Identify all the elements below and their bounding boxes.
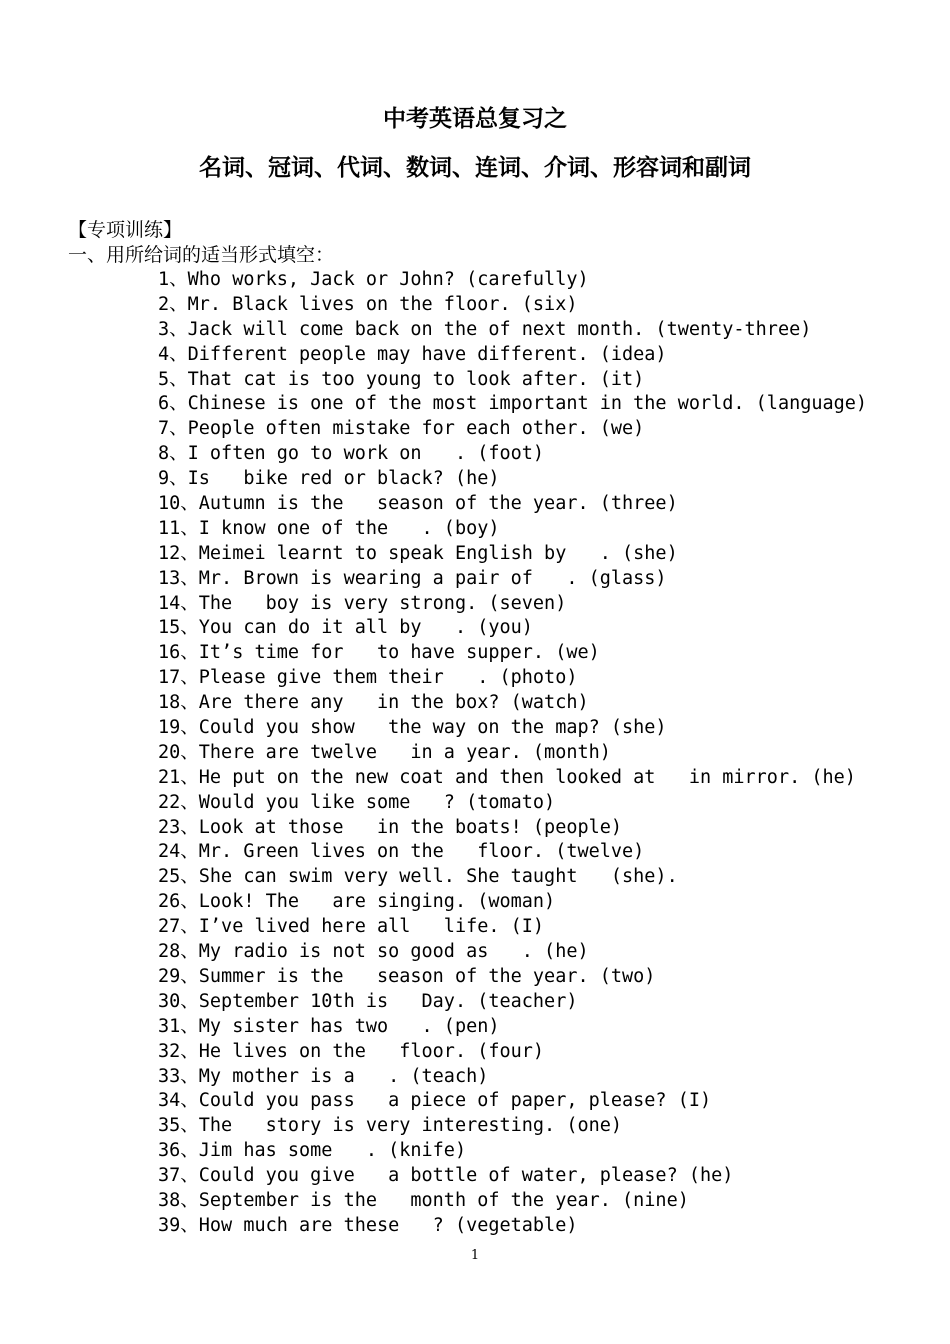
document-title: 中考英语总复习之 bbox=[383, 105, 567, 132]
list-item: 2、Mr. Black lives on the floor. (six) bbox=[158, 293, 578, 315]
list-item: 37、Could you give a bottle of water, please? (he) bbox=[158, 1165, 734, 1187]
list-item: 20、There are twelve in a year. (month) bbox=[158, 741, 611, 763]
list-item: 26、Look! The are singing. (woman) bbox=[158, 891, 556, 913]
list-item: 13、Mr. Brown is wearing a pair of . (glass) bbox=[158, 567, 667, 589]
list-item: 4、Different people may have different. (idea) bbox=[158, 343, 667, 365]
list-item: 14、The boy is very strong. (seven) bbox=[158, 592, 567, 614]
section-heading: 【专项训练】 bbox=[68, 219, 183, 241]
list-item: 38、September is the month of the year. (nine) bbox=[158, 1189, 689, 1211]
list-item: 8、I often go to work on . (foot) bbox=[158, 443, 545, 465]
list-item: 16、It’s time for to have supper. (we) bbox=[158, 642, 600, 664]
list-item: 22、Would you like some ? (tomato) bbox=[158, 791, 556, 813]
list-item: 27、I’ve lived here all life. (I) bbox=[158, 916, 545, 938]
list-item: 21、He put on the new coat and then looked at in mirror. (he) bbox=[158, 766, 856, 788]
exercise-heading: 一、用所给词的适当形式填空： bbox=[68, 244, 335, 266]
list-item: 29、Summer is the season of the year. (two) bbox=[158, 965, 656, 987]
list-item: 9、Is bike red or black? (he) bbox=[158, 468, 500, 490]
list-item: 25、She can swim very well. She taught (she). bbox=[158, 866, 678, 888]
list-item: 5、That cat is too young to look after. (it) bbox=[158, 368, 645, 390]
list-item: 31、My sister has two . (pen) bbox=[158, 1015, 500, 1037]
list-item: 11、I know one of the . (boy) bbox=[158, 517, 500, 539]
list-item: 30、September 10th is Day. (teacher) bbox=[158, 990, 578, 1012]
list-item: 10、Autumn is the season of the year. (three) bbox=[158, 493, 678, 515]
exercise-list bbox=[158, 268, 867, 1239]
list-item: 39、How much are these ? (vegetable) bbox=[158, 1214, 578, 1236]
list-item: 15、You can do it all by . (you) bbox=[158, 617, 533, 639]
list-item: 32、He lives on the floor. (four) bbox=[158, 1040, 545, 1062]
list-item: 6、Chinese is one of the most important in the world. (language) bbox=[158, 393, 868, 415]
list-item: 7、People often mistake for each other. (we) bbox=[158, 418, 645, 440]
list-item: 3、Jack will come back on the of next month. (twenty-three) bbox=[158, 318, 812, 340]
list-item: 24、Mr. Green lives on the floor. (twelve) bbox=[158, 841, 645, 863]
list-item: 23、Look at those in the boats! (people) bbox=[158, 816, 623, 838]
list-item: 28、My radio is not so good as . (he) bbox=[158, 941, 589, 963]
list-item: 36、Jim has some . (knife) bbox=[158, 1140, 467, 1162]
list-item: 17、Please give them their . (photo) bbox=[158, 667, 578, 689]
list-item: 33、My mother is a . (teach) bbox=[158, 1065, 489, 1087]
page-number: 1 bbox=[470, 1248, 480, 1263]
list-item: 1、Who works, Jack or John? (carefully) bbox=[158, 269, 589, 290]
list-item: 34、Could you pass a piece of paper, please? (I) bbox=[158, 1090, 712, 1112]
document-subtitle: 名词、冠词、代词、数词、连词、介词、形容词和副词 bbox=[199, 154, 751, 181]
list-item: 18、Are there any in the box? (watch) bbox=[158, 692, 589, 714]
list-item: 12、Meimei learnt to speak English by . (she) bbox=[158, 542, 678, 564]
list-item: 19、Could you show the way on the map? (she) bbox=[158, 717, 667, 739]
list-item: 35、The story is very interesting. (one) bbox=[158, 1115, 623, 1137]
